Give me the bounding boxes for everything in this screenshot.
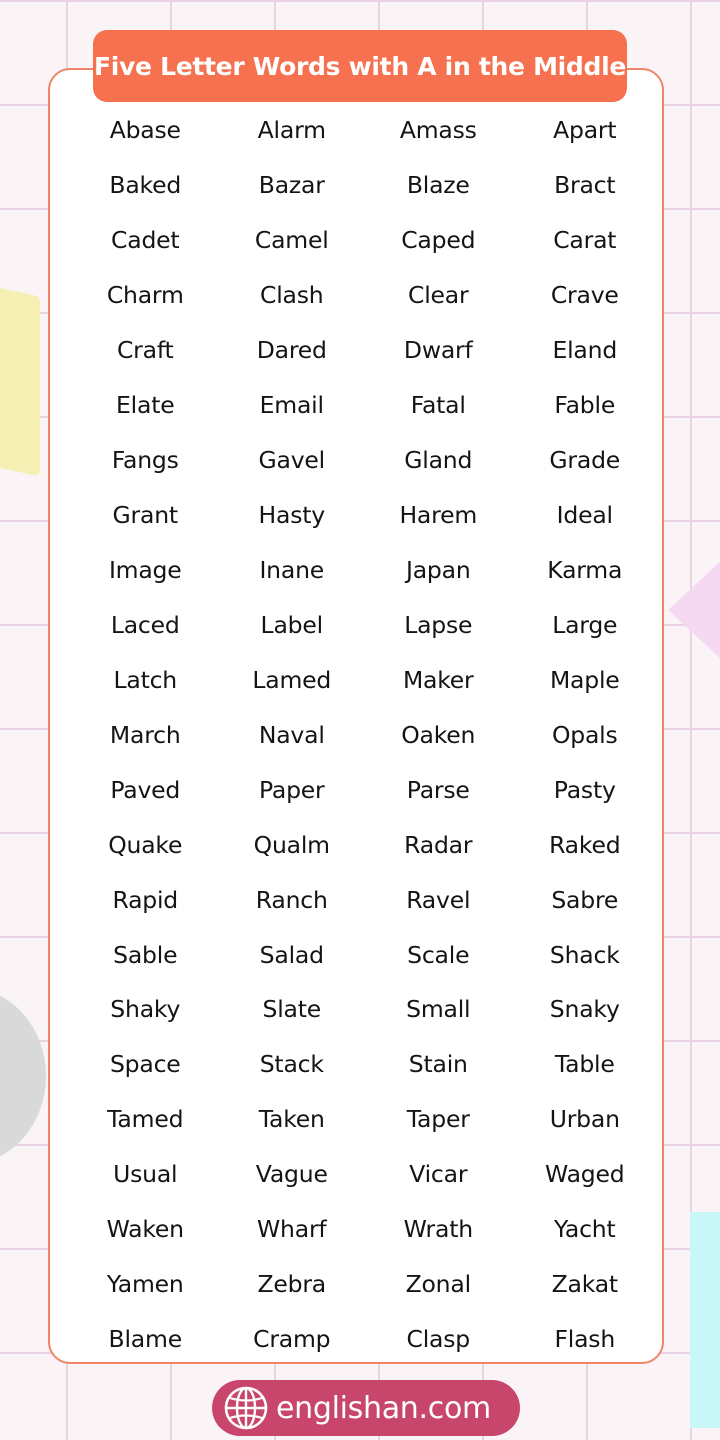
word-item: Harem bbox=[399, 501, 478, 530]
word-item: Maker bbox=[402, 665, 474, 694]
word-item: Waged bbox=[545, 1160, 625, 1189]
word-item: Email bbox=[259, 391, 324, 420]
word-item: Fable bbox=[554, 391, 616, 420]
page-title: Five Letter Words with A in the Middle bbox=[93, 30, 627, 102]
word-item: Vague bbox=[255, 1160, 328, 1189]
word-item: Gland bbox=[404, 446, 473, 475]
decorative-gray-circle bbox=[0, 988, 46, 1164]
word-item: Eland bbox=[552, 336, 618, 365]
word-item: Quake bbox=[108, 830, 183, 859]
website-url: englishan.com bbox=[276, 1390, 491, 1426]
word-item: Yamen bbox=[106, 1270, 184, 1299]
word-item: Label bbox=[260, 610, 323, 639]
word-item: Wharf bbox=[257, 1215, 327, 1244]
word-item: Waken bbox=[106, 1215, 184, 1244]
word-item: Zakat bbox=[551, 1270, 618, 1299]
word-item: Raked bbox=[549, 830, 621, 859]
word-item: Wrath bbox=[403, 1215, 473, 1244]
word-item: Craft bbox=[116, 336, 174, 365]
word-item: Japan bbox=[405, 555, 471, 584]
word-item: Caped bbox=[401, 226, 476, 255]
word-item: Urban bbox=[549, 1105, 620, 1134]
word-item: Rapid bbox=[112, 885, 179, 914]
word-item: Taper bbox=[406, 1105, 470, 1134]
word-item: Table bbox=[554, 1050, 615, 1079]
word-item: Charm bbox=[106, 281, 184, 310]
word-item: Zebra bbox=[257, 1270, 327, 1299]
word-item: Taken bbox=[258, 1105, 325, 1134]
word-item: Shaky bbox=[110, 995, 181, 1024]
word-grid bbox=[72, 103, 658, 1367]
word-item: Vicar bbox=[409, 1160, 468, 1189]
word-item: Stain bbox=[408, 1050, 468, 1079]
word-item: March bbox=[109, 720, 181, 749]
word-item: Grant bbox=[112, 501, 178, 530]
word-item: Flash bbox=[554, 1325, 616, 1354]
word-item: Oaken bbox=[401, 720, 476, 749]
word-item: Bract bbox=[554, 171, 616, 200]
word-item: Alarm bbox=[257, 116, 326, 145]
word-item: Dared bbox=[256, 336, 327, 365]
word-item: Laced bbox=[110, 610, 180, 639]
website-link-button[interactable] bbox=[212, 1380, 520, 1436]
word-item: Sabre bbox=[551, 885, 619, 914]
word-item: Ideal bbox=[556, 501, 613, 530]
word-item: Inane bbox=[259, 555, 325, 584]
word-item: Yacht bbox=[553, 1215, 616, 1244]
word-item: Radar bbox=[404, 830, 473, 859]
word-item: Scale bbox=[407, 940, 470, 969]
word-item: Zonal bbox=[405, 1270, 471, 1299]
word-item: Slate bbox=[262, 995, 322, 1024]
word-item: Ranch bbox=[255, 885, 328, 914]
globe-icon bbox=[222, 1384, 270, 1432]
word-item: Clear bbox=[408, 281, 469, 310]
word-item: Hasty bbox=[258, 501, 325, 530]
decorative-cyan-rectangle bbox=[690, 1212, 720, 1428]
decorative-pink-triangle bbox=[668, 560, 720, 660]
word-item: Shack bbox=[549, 940, 620, 969]
word-item: Dwarf bbox=[403, 336, 473, 365]
word-item: Bazar bbox=[258, 171, 325, 200]
word-item: Elate bbox=[116, 391, 175, 420]
word-item: Maple bbox=[549, 665, 620, 694]
word-item: Baked bbox=[109, 171, 182, 200]
word-item: Large bbox=[552, 610, 618, 639]
word-item: Paper bbox=[258, 775, 325, 804]
word-item: Sable bbox=[113, 940, 178, 969]
word-item: Parse bbox=[406, 775, 470, 804]
word-item: Lamed bbox=[252, 665, 332, 694]
word-item: Latch bbox=[113, 665, 178, 694]
word-item: Clash bbox=[260, 281, 324, 310]
word-item: Abase bbox=[109, 116, 181, 145]
word-item: Amass bbox=[399, 116, 477, 145]
word-item: Clasp bbox=[406, 1325, 470, 1354]
word-item: Blame bbox=[108, 1325, 182, 1354]
word-item: Image bbox=[108, 555, 182, 584]
word-item: Apart bbox=[553, 116, 617, 145]
word-item: Opals bbox=[551, 720, 618, 749]
word-item: Lapse bbox=[404, 610, 473, 639]
word-item: Space bbox=[109, 1050, 181, 1079]
decorative-yellow-shape bbox=[0, 279, 40, 476]
word-item: Ravel bbox=[406, 885, 471, 914]
word-item: Salad bbox=[259, 940, 324, 969]
word-item: Paved bbox=[110, 775, 181, 804]
word-item: Tamed bbox=[107, 1105, 184, 1134]
word-item: Cadet bbox=[111, 226, 180, 255]
word-item: Gavel bbox=[258, 446, 325, 475]
word-item: Fangs bbox=[111, 446, 179, 475]
word-item: Naval bbox=[258, 720, 325, 749]
word-item: Blaze bbox=[406, 171, 470, 200]
word-item: Fatal bbox=[410, 391, 466, 420]
word-item: Small bbox=[406, 995, 471, 1024]
word-item: Qualm bbox=[253, 830, 330, 859]
word-item: Crave bbox=[550, 281, 619, 310]
word-item: Camel bbox=[254, 226, 329, 255]
word-item: Usual bbox=[113, 1160, 178, 1189]
word-item: Karma bbox=[547, 555, 623, 584]
word-item: Stack bbox=[259, 1050, 324, 1079]
word-item: Grade bbox=[549, 446, 621, 475]
word-item: Pasty bbox=[553, 775, 616, 804]
word-item: Cramp bbox=[253, 1325, 331, 1354]
word-item: Snaky bbox=[549, 995, 620, 1024]
word-item: Carat bbox=[553, 226, 617, 255]
